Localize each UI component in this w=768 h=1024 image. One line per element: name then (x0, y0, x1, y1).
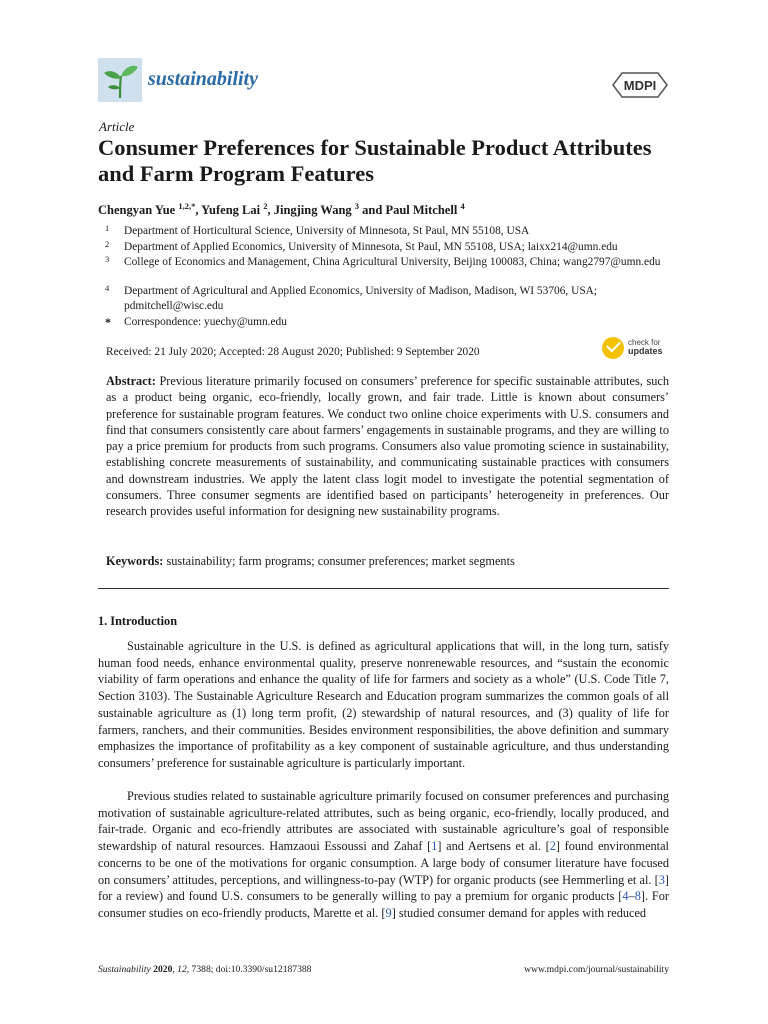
author-list (98, 201, 465, 218)
check-updates-line2: updates (628, 346, 663, 356)
author-affiliation-mark: 4 (460, 201, 465, 211)
abstract (106, 373, 669, 520)
mdpi-logo-text: MDPI (623, 78, 657, 93)
paragraph: Sustainable agriculture in the U.S. is defined as agricultural applications that will, in the long turn, satisfy human food needs, enhance environmental quality, preserve nonrenewable resources, and “sustain the economic viability of farm operations and enhance the quality of life for farmers and society as a whole” (U.S. Code Title 7, Section 3103). The Sustainable Agriculture Research and Education program summarizes the common goals of all sustainable agriculture as (1) long term profit, (2) stewardship of natural resources, and (3) quality of life for farmers, ranchers, and their communities. Besides environment responsibilities, the above definition and summary emphasizes the importance of profitability as a key component of sustainable agriculture, and thus understanding consumers’ preference for sustainable agriculture is particularly important. (98, 639, 669, 770)
abstract-label: Abstract: (106, 374, 156, 388)
check-for-updates-button[interactable] (602, 337, 668, 359)
author-separator: , (195, 203, 202, 218)
footer-citation: Sustainability 2020, 12, 7388; doi:10.3390/su12187388 (98, 964, 312, 975)
author-affiliation-mark: 1,2, (178, 201, 192, 211)
citation-link[interactable]: 4 (622, 889, 629, 904)
footer-doi: , 7388; doi:10.3390/su12187388 (186, 964, 312, 975)
author-separator: , (267, 203, 274, 218)
mdpi-logo-icon (612, 72, 668, 98)
check-updates-icon (602, 337, 624, 359)
author-corresponding-mark: * (191, 201, 196, 211)
affiliation-number: 2 (105, 239, 110, 249)
paragraph-text: ]. For consumer studies on eco-friendly products, Marette et al. [ (98, 889, 669, 920)
affiliation-text: Department of Agricultural and Applied Economics, University of Madison, Madison, WI 53706, USA; pdmitchell@wisc.edu (124, 285, 598, 312)
keywords-label: Keywords: (106, 554, 164, 568)
keywords-text: sustainability; farm programs; consumer preferences; market segments (166, 554, 515, 568)
paragraph-text: ] studied consumer demand for apples with reduced (391, 905, 647, 920)
section-divider (98, 588, 669, 589)
publisher-logo (612, 72, 668, 98)
affiliation-number: 4 (105, 283, 110, 293)
footer-volume: 12 (177, 964, 187, 975)
check-updates-line1: check for (628, 338, 661, 347)
paragraph (98, 788, 669, 922)
footer-year: 2020 (153, 964, 173, 975)
paragraph-text: ] and Aertsens et al. [ (437, 839, 550, 854)
correspondence-text: Correspondence: yuechy@umn.edu (124, 316, 287, 328)
article-title: Consumer Preferences for Sustainable Product Attributes and Farm Program Features (98, 135, 652, 186)
affiliation-number: 3 (105, 254, 110, 264)
section-heading: 1. Introduction (98, 614, 178, 628)
journal-logo (98, 58, 142, 102)
keywords (106, 553, 669, 569)
affiliation-text: Department of Applied Economics, University of Minnesota, St Paul, MN 55108, USA; laixx214@umn.edu (124, 241, 618, 253)
footer-url[interactable]: www.mdpi.com/journal/sustainability (524, 964, 669, 975)
footer-journal: Sustainability (98, 964, 151, 975)
sprout-icon (98, 58, 142, 102)
paragraph-text: ] found environmental concerns to be one of the motivations for organic consumption. A large body of consumer literature have focused on consumers’ attitudes, perceptions, and willingness-to-pay (WTP) for organic products (see Hemmerling et al. [ (98, 839, 669, 887)
abstract-text: Previous literature primarily focused on consumers’ preference for specific sustainable attributes, such as a product being organic, eco-friendly, locally grown, and fair trade. Little is known about consumers’ preference for sustainable program features. We conduct two online choice experiments with U.S. consumers and find that consumers consistently care about farmers’ engagements in sustainable programs, and they are willing to pay a price premium for products from such programs. Consumers also value promoting science in sustainability, establishing concrete measurements of sustainability, and communicating sustainable practices with consumers and downstream industries. We apply the latent class logit model to investigate the potential segmentation of consumers. Three consumer segments are identified based on participants’ heterogeneity in preferences. Our research provides useful information for designing new sustainability programs. (106, 374, 670, 519)
affiliation-text: College of Economics and Management, China Agricultural University, Beijing 100083, China; wang2797@umn.edu (124, 256, 661, 268)
citation-range-dash: – (628, 889, 635, 904)
author-affiliation-mark: 2 (263, 201, 268, 211)
citation-link[interactable]: 2 (549, 839, 556, 854)
article-type: Article (99, 119, 135, 134)
publication-dates: Received: 21 July 2020; Accepted: 28 August 2020; Published: 9 September 2020 (106, 346, 480, 358)
author-separator: and (359, 203, 386, 218)
paragraph-text: ] for a review) and found U.S. consumers to be generally willing to pay a premium for organic products [ (98, 872, 669, 904)
citation-link[interactable]: 1 (431, 839, 438, 854)
author-name: Paul Mitchell (385, 203, 458, 218)
author-name: Yufeng Lai (201, 203, 261, 218)
citation-link[interactable]: 8 (634, 889, 641, 904)
citation-link[interactable]: 3 (658, 872, 665, 887)
affiliation-number: 1 (105, 223, 110, 233)
correspondence-mark: * (105, 315, 111, 329)
author-name: Chengyan Yue (98, 203, 176, 218)
author-name: Jingjing Wang (273, 203, 352, 218)
citation-link[interactable]: 9 (385, 905, 392, 920)
journal-name: sustainability (148, 68, 259, 90)
paragraph-text: Previous studies related to sustainable agriculture primarily focused on consumer preferences and purchasing motivation of sustainable agriculture-related attributes, such as being organic, eco-friendly, locally produced, and fair-trade. Organic and eco-friendly attributes are associated with sustainable agriculture’s goal of responsible stewardship of natural resources. Hamzaoui Essoussi and Zahaf [ (98, 789, 669, 854)
author-affiliation-mark: 3 (354, 201, 360, 211)
affiliation-text: Department of Horticultural Science, University of Minnesota, St Paul, MN 55108, USA (124, 225, 530, 237)
